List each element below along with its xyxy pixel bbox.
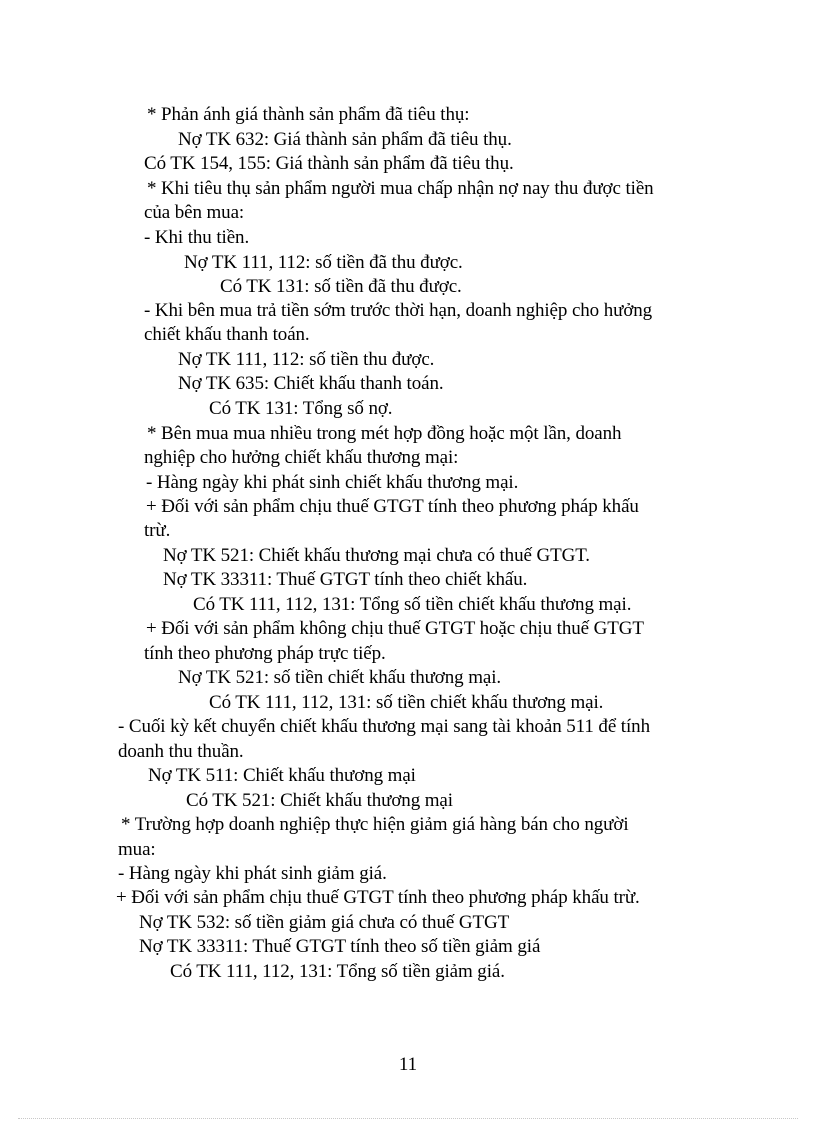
text-line: mua: [118, 839, 156, 860]
text-line: - Hàng ngày khi phát sinh giảm giá. [118, 863, 387, 884]
text-line: Nợ TK 521: số tiền chiết khấu thương mại. [178, 667, 502, 688]
text-line: - Khi bên mua trả tiền sớm trước thời hạn, doanh nghiệp cho hưởng [144, 300, 653, 321]
text-line: Nợ TK 532: số tiền giảm giá chưa có thuế GTGT [139, 912, 510, 933]
text-line: + Đối với sản phẩm chịu thuế GTGT tính theo phương pháp khấu [146, 496, 639, 517]
text-line: nghiệp cho hưởng chiết khấu thương mại: [144, 447, 459, 468]
text-line: Có TK 111, 112, 131: số tiền chiết khấu thương mại. [209, 692, 604, 713]
text-line: * Trường hợp doanh nghiệp thực hiện giảm giá hàng bán cho người [121, 814, 629, 835]
text-line: tính theo phương pháp trực tiếp. [144, 643, 386, 664]
text-line: trừ. [144, 520, 171, 541]
text-line: Nợ TK 635: Chiết khấu thanh toán. [178, 373, 444, 394]
text-line: + Đối với sản phẩm không chịu thuế GTGT hoặc chịu thuế GTGT [146, 618, 644, 639]
text-line: * Khi tiêu thụ sản phẩm người mua chấp nhận nợ nay thu được tiền [147, 178, 654, 199]
text-line: Có TK 131: Tổng số nợ. [209, 398, 393, 419]
text-line: + Đối với sản phẩm chịu thuế GTGT tính theo phương pháp khấu trừ. [116, 887, 640, 908]
text-line: Nợ TK 632: Giá thành sản phẩm đã tiêu thụ. [178, 129, 512, 150]
text-line: Có TK 111, 112, 131: Tổng số tiền giảm giá. [170, 961, 505, 982]
text-line: Nợ TK 33311: Thuế GTGT tính theo chiết khấu. [163, 569, 528, 590]
page-bottom-divider [18, 1118, 798, 1119]
text-line: Có TK 111, 112, 131: Tổng số tiền chiết khấu thương mại. [193, 594, 632, 615]
text-line: Có TK 521: Chiết khấu thương mại [186, 790, 453, 811]
page-number: 11 [398, 1054, 418, 1075]
text-line: * Bên mua mua nhiều trong mét hợp đồng hoặc một lần, doanh [147, 423, 622, 444]
text-line: - Cuối kỳ kết chuyển chiết khấu thương mại sang tài khoản 511 để tính [118, 716, 650, 737]
text-line: - Hàng ngày khi phát sinh chiết khấu thương mại. [146, 472, 519, 493]
text-line: Nợ TK 111, 112: số tiền đã thu được. [184, 252, 463, 273]
text-line: * Phản ánh giá thành sản phẩm đã tiêu thụ: [147, 104, 470, 125]
text-line: chiết khấu thanh toán. [144, 324, 310, 345]
text-line: Nợ TK 33311: Thuế GTGT tính theo số tiền giảm giá [139, 936, 541, 957]
text-line: doanh thu thuần. [118, 741, 244, 762]
text-line: Nợ TK 111, 112: số tiền thu được. [178, 349, 435, 370]
text-line: Có TK 154, 155: Giá thành sản phẩm đã tiêu thụ. [144, 153, 514, 174]
text-line: của bên mua: [144, 202, 245, 223]
text-line: Nợ TK 511: Chiết khấu thương mại [148, 765, 416, 786]
text-line: Nợ TK 521: Chiết khấu thương mại chưa có thuế GTGT. [163, 545, 590, 566]
text-line: Có TK 131: số tiền đã thu được. [220, 276, 462, 297]
text-line: - Khi thu tiền. [144, 227, 250, 248]
